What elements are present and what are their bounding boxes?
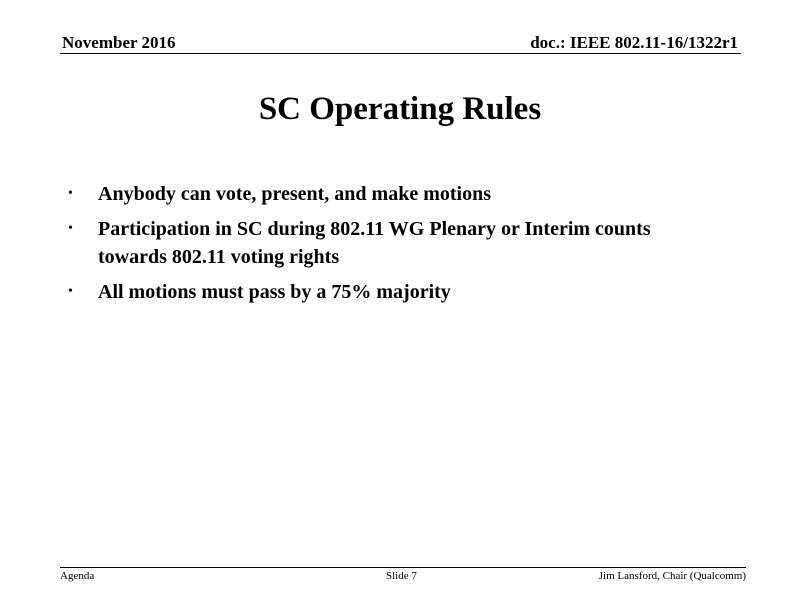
bullet-item [68,278,708,306]
footer-section: Agenda [60,570,95,582]
bullet-list [68,180,708,313]
footer-slide-number: Slide 7 [386,570,417,582]
bullet-marker-icon: • [68,284,73,299]
bullet-text: All motions must pass by a 75% majority [98,281,451,303]
header-date: November 2016 [62,33,176,52]
header-doc-id: doc.: IEEE 802.11-16/1322r1 [530,33,738,52]
bullet-text: Participation in SC during 802.11 WG Plenary or Interim counts towards 802.11 voting rights [98,218,651,268]
bullet-text: Anybody can vote, present, and make motions [98,183,491,205]
bullet-item [68,180,708,208]
footer-author: Jim Lansford, Chair (Qualcomm) [598,570,746,582]
slide-title: SC Operating Rules [258,91,542,127]
bullet-marker-icon: • [68,186,73,201]
bullet-item [68,215,708,271]
header-divider [60,53,741,54]
bullet-marker-icon: • [68,221,73,236]
footer-divider [60,567,746,568]
